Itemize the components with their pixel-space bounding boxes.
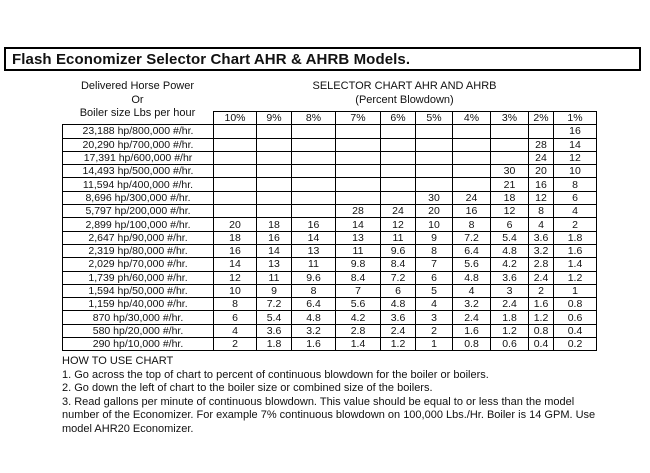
- row-label: 580 hp/20,000 #/hr.: [63, 324, 214, 337]
- value-cell: [491, 151, 529, 164]
- value-cell: 1.2: [491, 324, 529, 337]
- value-cell: [292, 138, 336, 151]
- value-cell: 3.6: [529, 231, 554, 244]
- value-cell: [453, 178, 491, 191]
- value-cell: 6: [554, 191, 597, 204]
- value-cell: 3: [491, 284, 529, 297]
- value-cell: 18: [214, 231, 257, 244]
- value-cell: [292, 205, 336, 218]
- value-cell: 2: [529, 284, 554, 297]
- value-cell: 4.8: [453, 271, 491, 284]
- value-cell: 5.6: [336, 298, 381, 311]
- value-cell: 1.4: [336, 338, 381, 351]
- value-cell: [381, 165, 416, 178]
- value-cell: 10: [554, 165, 597, 178]
- value-cell: 3.6: [491, 271, 529, 284]
- value-cell: [257, 151, 292, 164]
- column-header: 3%: [491, 112, 529, 125]
- value-cell: 1.8: [491, 311, 529, 324]
- row-label: 2,319 hp/80,000 #/hr.: [63, 244, 214, 257]
- value-cell: [491, 138, 529, 151]
- table-row: [63, 138, 597, 151]
- selector-table-body: [63, 125, 597, 351]
- value-cell: 12: [381, 218, 416, 231]
- value-cell: 14: [214, 258, 257, 271]
- value-cell: 4.8: [491, 244, 529, 257]
- value-cell: 0.6: [491, 338, 529, 351]
- value-cell: 20: [214, 218, 257, 231]
- table-row: [63, 324, 597, 337]
- value-cell: 10: [416, 218, 453, 231]
- column-header: 4%: [453, 112, 491, 125]
- value-cell: [292, 125, 336, 138]
- value-cell: 18: [257, 218, 292, 231]
- value-cell: 8: [453, 218, 491, 231]
- value-cell: 1.6: [554, 244, 597, 257]
- value-cell: 9.6: [381, 244, 416, 257]
- value-cell: 8: [554, 178, 597, 191]
- column-header: 7%: [336, 112, 381, 125]
- value-cell: 8: [214, 298, 257, 311]
- value-cell: 8.4: [381, 258, 416, 271]
- value-cell: 6: [214, 311, 257, 324]
- value-cell: 4: [554, 205, 597, 218]
- value-cell: 1: [554, 284, 597, 297]
- table-row: [63, 165, 597, 178]
- row-label: 2,647 hp/90,000 #/hr.: [63, 231, 214, 244]
- value-cell: 24: [381, 205, 416, 218]
- value-cell: [257, 125, 292, 138]
- row-label: 870 hp/30,000 #/hr.: [63, 311, 214, 324]
- table-row: [63, 205, 597, 218]
- row-axis-header-line3: Boiler size Lbs per hour: [79, 107, 196, 119]
- value-cell: [381, 138, 416, 151]
- value-cell: [214, 205, 257, 218]
- column-header-row: [63, 112, 597, 125]
- value-cell: 5.6: [453, 258, 491, 271]
- value-cell: [214, 191, 257, 204]
- column-axis-header: [213, 80, 596, 107]
- value-cell: 10: [214, 284, 257, 297]
- value-cell: 5: [416, 284, 453, 297]
- value-cell: 1.2: [554, 271, 597, 284]
- row-label: 1,739 ph/60,000 #/hr.: [63, 271, 214, 284]
- row-label: 2,899 hp/100,000 #/hr.: [63, 218, 214, 231]
- page-title-text: Flash Economizer Selector Chart AHR & AHRB Models.: [12, 50, 411, 68]
- howto-step: 3. Read gallons per minute of continuous blowdown. This value should be equal to or less than the model number of the Economizer. For example 7% continuous blowdown on 100,000 Lbs./Hr. Boiler is 14 GPM. Use model AHR20 Economizer.: [62, 395, 596, 435]
- value-cell: 1.8: [554, 231, 597, 244]
- value-cell: 3.2: [453, 298, 491, 311]
- value-cell: 28: [529, 138, 554, 151]
- row-axis-header-line1: Delivered Horse Power: [80, 80, 195, 92]
- value-cell: [453, 165, 491, 178]
- value-cell: 3.6: [257, 324, 292, 337]
- column-header: 6%: [381, 112, 416, 125]
- value-cell: 14: [257, 244, 292, 257]
- row-label: 1,594 hp/50,000 #/hr.: [63, 284, 214, 297]
- value-cell: [336, 178, 381, 191]
- table-row: [63, 298, 597, 311]
- value-cell: [416, 178, 453, 191]
- value-cell: 8: [292, 284, 336, 297]
- value-cell: 9: [257, 284, 292, 297]
- value-cell: 7.2: [381, 271, 416, 284]
- value-cell: [292, 178, 336, 191]
- value-cell: 0.4: [554, 324, 597, 337]
- value-cell: 4: [416, 298, 453, 311]
- value-cell: [257, 178, 292, 191]
- value-cell: 8: [529, 205, 554, 218]
- value-cell: 7.2: [453, 231, 491, 244]
- value-cell: [292, 191, 336, 204]
- table-row: [63, 338, 597, 351]
- column-header: 5%: [416, 112, 453, 125]
- value-cell: 7: [336, 284, 381, 297]
- value-cell: [214, 125, 257, 138]
- value-cell: 2.8: [529, 258, 554, 271]
- table-row: [63, 191, 597, 204]
- value-cell: [381, 125, 416, 138]
- value-cell: 3.2: [292, 324, 336, 337]
- table-row: [63, 178, 597, 191]
- value-cell: 13: [336, 231, 381, 244]
- value-cell: [381, 191, 416, 204]
- value-cell: 4: [529, 218, 554, 231]
- value-cell: 11: [381, 231, 416, 244]
- column-header: 1%: [554, 112, 597, 125]
- value-cell: 1.6: [453, 324, 491, 337]
- value-cell: 6: [381, 284, 416, 297]
- value-cell: [336, 125, 381, 138]
- value-cell: 12: [491, 205, 529, 218]
- how-to-use-heading: HOW TO USE CHART: [62, 355, 174, 367]
- value-cell: [416, 165, 453, 178]
- value-cell: 16: [554, 125, 597, 138]
- column-header: 2%: [529, 112, 554, 125]
- value-cell: 16: [257, 231, 292, 244]
- value-cell: 1.6: [292, 338, 336, 351]
- value-cell: 2.4: [381, 324, 416, 337]
- value-cell: 16: [453, 205, 491, 218]
- table-row: [63, 125, 597, 138]
- value-cell: 1.6: [529, 298, 554, 311]
- value-cell: [416, 151, 453, 164]
- value-cell: 13: [257, 258, 292, 271]
- value-cell: 21: [491, 178, 529, 191]
- value-cell: 18: [491, 191, 529, 204]
- value-cell: 0.4: [529, 338, 554, 351]
- value-cell: 1.4: [554, 258, 597, 271]
- value-cell: 3: [416, 311, 453, 324]
- value-cell: 13: [292, 244, 336, 257]
- value-cell: [214, 138, 257, 151]
- table-row: [63, 284, 597, 297]
- value-cell: 5.4: [257, 311, 292, 324]
- value-cell: [453, 151, 491, 164]
- howto-steps: [62, 369, 607, 437]
- value-cell: 9.6: [292, 271, 336, 284]
- value-cell: [257, 138, 292, 151]
- value-cell: [257, 205, 292, 218]
- value-cell: 8.4: [336, 271, 381, 284]
- value-cell: 0.2: [554, 338, 597, 351]
- value-cell: 16: [214, 244, 257, 257]
- value-cell: [292, 165, 336, 178]
- value-cell: 6.4: [292, 298, 336, 311]
- column-header: 10%: [214, 112, 257, 125]
- value-cell: 2: [214, 338, 257, 351]
- value-cell: 9: [416, 231, 453, 244]
- row-label: 8,696 hp/300,000 #/hr.: [63, 191, 214, 204]
- value-cell: 11: [336, 244, 381, 257]
- table-row: [63, 258, 597, 271]
- value-cell: 0.6: [554, 311, 597, 324]
- value-cell: 3.6: [381, 311, 416, 324]
- value-cell: 2.4: [529, 271, 554, 284]
- value-cell: [214, 165, 257, 178]
- value-cell: 1.8: [257, 338, 292, 351]
- value-cell: 0.8: [529, 324, 554, 337]
- value-cell: 6.4: [453, 244, 491, 257]
- value-cell: 16: [292, 218, 336, 231]
- row-label: 11,594 hp/400,000 #/hr.: [63, 178, 214, 191]
- column-header: 8%: [292, 112, 336, 125]
- value-cell: [257, 191, 292, 204]
- value-cell: 4.2: [336, 311, 381, 324]
- value-cell: [416, 125, 453, 138]
- value-cell: 30: [491, 165, 529, 178]
- value-cell: 24: [453, 191, 491, 204]
- value-cell: 6: [491, 218, 529, 231]
- value-cell: 30: [416, 191, 453, 204]
- value-cell: 16: [529, 178, 554, 191]
- value-cell: 2: [416, 324, 453, 337]
- value-cell: 1.2: [381, 338, 416, 351]
- value-cell: [336, 138, 381, 151]
- value-cell: 4: [214, 324, 257, 337]
- value-cell: 20: [529, 165, 554, 178]
- howto-step: 2. Go down the left of chart to the boiler size or combined size of the boilers.: [62, 382, 433, 395]
- value-cell: 4.8: [292, 311, 336, 324]
- row-axis-header-line2: Or: [131, 93, 144, 106]
- value-cell: 7: [416, 258, 453, 271]
- value-cell: 5.4: [491, 231, 529, 244]
- value-cell: 12: [214, 271, 257, 284]
- value-cell: 2.4: [453, 311, 491, 324]
- howto-step: 1. Go across the top of chart to percent of continuous blowdown for the boiler or boilers.: [62, 368, 489, 381]
- value-cell: [453, 125, 491, 138]
- value-cell: [214, 178, 257, 191]
- value-cell: [336, 165, 381, 178]
- row-label: 2,029 hp/70,000 #/hr.: [63, 258, 214, 271]
- value-cell: [416, 138, 453, 151]
- column-header: 9%: [257, 112, 292, 125]
- value-cell: [336, 151, 381, 164]
- value-cell: [336, 191, 381, 204]
- value-cell: 4: [453, 284, 491, 297]
- row-label: 17,391 hp/600,000 #/hr: [63, 151, 214, 164]
- value-cell: 20: [416, 205, 453, 218]
- column-axis-header-line1: SELECTOR CHART AHR AND AHRB: [312, 80, 497, 92]
- row-label: 20,290 hp/700,000 #/hr.: [63, 138, 214, 151]
- value-cell: 4.8: [381, 298, 416, 311]
- value-cell: 7.2: [257, 298, 292, 311]
- value-cell: [381, 178, 416, 191]
- value-cell: 14: [292, 231, 336, 244]
- value-cell: 14: [336, 218, 381, 231]
- table-row: [63, 151, 597, 164]
- row-label: 5,797 hp/200,000 #/hr.: [63, 205, 214, 218]
- value-cell: 12: [554, 151, 597, 164]
- table-row: [63, 311, 597, 324]
- value-cell: 2.4: [491, 298, 529, 311]
- value-cell: 28: [336, 205, 381, 218]
- value-cell: 14: [554, 138, 597, 151]
- value-cell: 3.2: [529, 244, 554, 257]
- value-cell: 6: [416, 271, 453, 284]
- value-cell: [214, 151, 257, 164]
- value-cell: 1.2: [529, 311, 554, 324]
- table-row: [63, 244, 597, 257]
- header-spacer-cell: [63, 112, 214, 125]
- value-cell: 11: [257, 271, 292, 284]
- value-cell: [257, 165, 292, 178]
- row-label: 1,159 hp/40,000 #/hr.: [63, 298, 214, 311]
- table-row: [63, 218, 597, 231]
- value-cell: [491, 125, 529, 138]
- value-cell: 0.8: [554, 298, 597, 311]
- value-cell: [529, 125, 554, 138]
- value-cell: [453, 138, 491, 151]
- value-cell: [292, 151, 336, 164]
- how-to-use-section: [62, 355, 607, 437]
- row-label: 14,493 hp/500,000 #/hr.: [63, 165, 214, 178]
- value-cell: 0.8: [453, 338, 491, 351]
- column-axis-header-line2: (Percent Blowdown): [355, 93, 454, 106]
- value-cell: 2: [554, 218, 597, 231]
- table-row: [63, 231, 597, 244]
- row-label: 23,188 hp/800,000 #/hr.: [63, 125, 214, 138]
- page-title: [4, 47, 641, 71]
- value-cell: 12: [529, 191, 554, 204]
- value-cell: 9.8: [336, 258, 381, 271]
- selector-table: [62, 111, 597, 351]
- row-label: 290 hp/10,000 #/hr.: [63, 338, 214, 351]
- value-cell: 8: [416, 244, 453, 257]
- value-cell: 24: [529, 151, 554, 164]
- value-cell: 11: [292, 258, 336, 271]
- value-cell: [381, 151, 416, 164]
- value-cell: 4.2: [491, 258, 529, 271]
- table-row: [63, 271, 597, 284]
- value-cell: 1: [416, 338, 453, 351]
- value-cell: 2.8: [336, 324, 381, 337]
